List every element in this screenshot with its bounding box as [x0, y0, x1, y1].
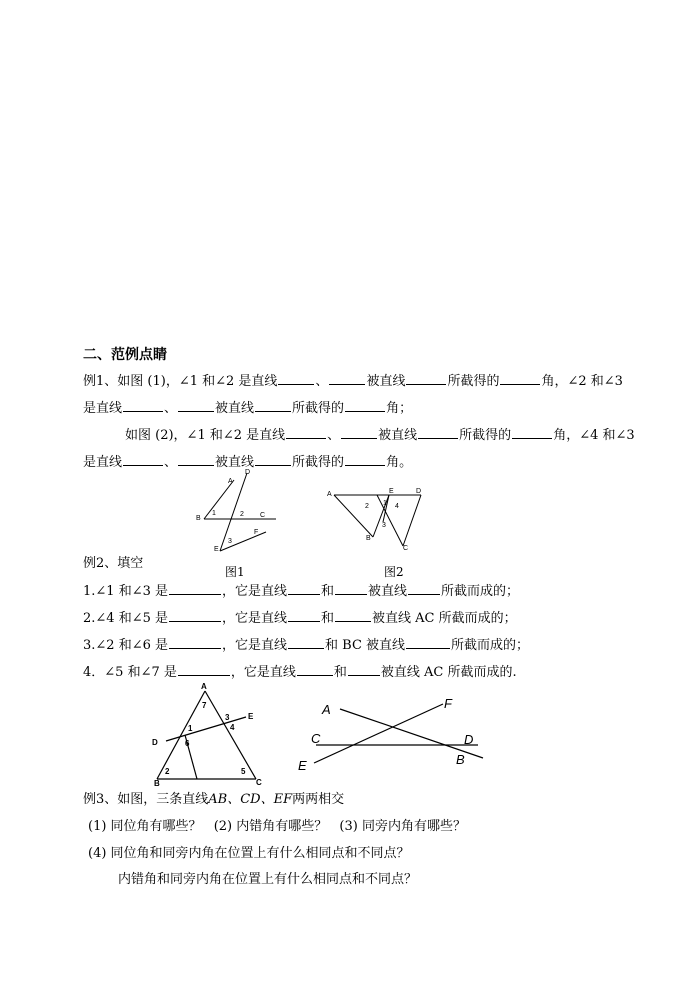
figure3-label: A — [201, 682, 207, 691]
figure1-label: E — [214, 546, 219, 553]
example3-questions-row — [88, 818, 466, 836]
figure2-label: 4 — [395, 503, 399, 510]
figure4-label: A — [322, 702, 331, 717]
figure2-diagram — [325, 486, 430, 552]
blank[interactable] — [123, 398, 163, 412]
blank[interactable] — [345, 452, 385, 466]
example2-title: 例2、填空 — [83, 556, 144, 571]
figure1-diagram — [190, 466, 290, 556]
figure2-label: D — [416, 488, 422, 495]
blank[interactable] — [178, 452, 214, 466]
figure2-label: 2 — [365, 503, 369, 510]
figure3-label: 3 — [225, 713, 230, 722]
blank[interactable] — [169, 608, 221, 622]
figure4-label: F — [444, 696, 452, 711]
example1-part2-line1: 如图 (2)，∠1 和∠2 是直线 、 被直线 所截得的 角，∠4 和∠3 — [125, 425, 635, 445]
blank[interactable] — [345, 398, 385, 412]
blank[interactable] — [335, 581, 367, 595]
example2-question: 2.∠4 和∠5 是 ，它是直线 和 被直线 AC 所截而成的； — [83, 608, 517, 628]
figure2-caption: 图2 — [384, 565, 404, 579]
blank[interactable] — [288, 608, 320, 622]
blank[interactable] — [178, 398, 214, 412]
blank[interactable] — [255, 398, 291, 412]
blank[interactable] — [500, 371, 540, 385]
blank[interactable] — [329, 371, 365, 385]
figure3-label: 2 — [165, 767, 170, 776]
figure2-label: 3 — [382, 522, 386, 529]
figure1-label: 1 — [212, 510, 216, 517]
figure3-label: E — [248, 712, 254, 721]
blank[interactable] — [418, 425, 458, 439]
blank[interactable] — [512, 425, 552, 439]
example3-question: (2) 内错角有哪些？ — [213, 819, 328, 834]
blank[interactable] — [408, 581, 440, 595]
blank[interactable] — [123, 452, 163, 466]
blank[interactable] — [406, 635, 450, 649]
figure4-label: C — [311, 731, 321, 746]
figure1-caption: 图1 — [225, 565, 245, 579]
blank[interactable] — [286, 425, 326, 439]
figure2-label: 1 — [383, 500, 387, 507]
figure4-label: E — [298, 758, 307, 773]
example3-title: 例3、如图，三条直线AB、CD、EF两两相交 — [83, 792, 345, 807]
figure4-label: B — [456, 752, 465, 767]
figure3-label: C — [256, 778, 262, 787]
example1-line2: 是直线 、 被直线 所截得的 角； — [83, 398, 412, 418]
figure2-label: E — [389, 488, 394, 495]
example1-label: 例1、如图 (1)， — [83, 374, 179, 389]
figure2-label: C — [403, 545, 409, 552]
figure1-label: A — [228, 478, 233, 485]
figure2-label: A — [327, 491, 332, 498]
example3-question: (1) 同位角有哪些？ — [88, 819, 202, 834]
figure1-label: C — [260, 512, 266, 519]
figure3-label: B — [154, 779, 160, 788]
figure3-diagram — [148, 680, 268, 788]
figure3-label: 7 — [202, 701, 207, 710]
figure1-label: B — [196, 515, 201, 522]
figure4-label: D — [464, 732, 474, 747]
example3-question: (4) 同位角和同旁内角在位置上有什么相同点和不同点？ — [88, 846, 410, 861]
blank[interactable] — [348, 662, 380, 676]
example3-question: (3) 同旁内角有哪些？ — [339, 819, 466, 834]
example2-question: 4．∠5 和∠7 是 ，它是直线 和 被直线 AC 所截而成的. — [83, 662, 517, 682]
example1-part2-line2: 是直线 、 被直线 所截得的 角。 — [83, 452, 412, 472]
example1-line1: 例1、如图 (1)，∠1 和∠2 是直线 、 被直线 所截得的 角，∠2 和∠3 — [83, 371, 623, 391]
blank[interactable] — [406, 371, 446, 385]
section-title: 二、范例点睛 — [83, 347, 167, 363]
blank[interactable] — [288, 635, 324, 649]
figure3-label: 1 — [188, 724, 193, 733]
blank[interactable] — [341, 425, 377, 439]
figure3-label: D — [152, 738, 158, 747]
figure1-label: F — [254, 529, 259, 536]
example2-question: 1.∠1 和∠3 是 ，它是直线 和 被直线 所截而成的； — [83, 581, 519, 601]
blank[interactable] — [278, 371, 314, 385]
figure4-diagram — [296, 690, 496, 776]
blank[interactable] — [255, 452, 291, 466]
blank[interactable] — [297, 662, 333, 676]
example3-question: 内错角和同旁内角在位置上有什么相同点和不同点？ — [118, 872, 418, 887]
figure1-label: 3 — [228, 538, 232, 545]
blank[interactable] — [335, 608, 371, 622]
figure2-label: B — [366, 535, 371, 542]
blank[interactable] — [169, 635, 221, 649]
figure3-label: 4 — [230, 723, 235, 732]
figure3-label: 6 — [185, 739, 190, 748]
blank[interactable] — [178, 662, 230, 676]
figure3-label: 5 — [241, 767, 246, 776]
figure1-label: D — [245, 469, 251, 476]
example2-question: 3.∠2 和∠6 是 ，它是直线 和 BC 被直线 所截而成的； — [83, 635, 529, 655]
blank[interactable] — [169, 581, 221, 595]
blank[interactable] — [288, 581, 320, 595]
figure1-label: 2 — [240, 511, 244, 518]
